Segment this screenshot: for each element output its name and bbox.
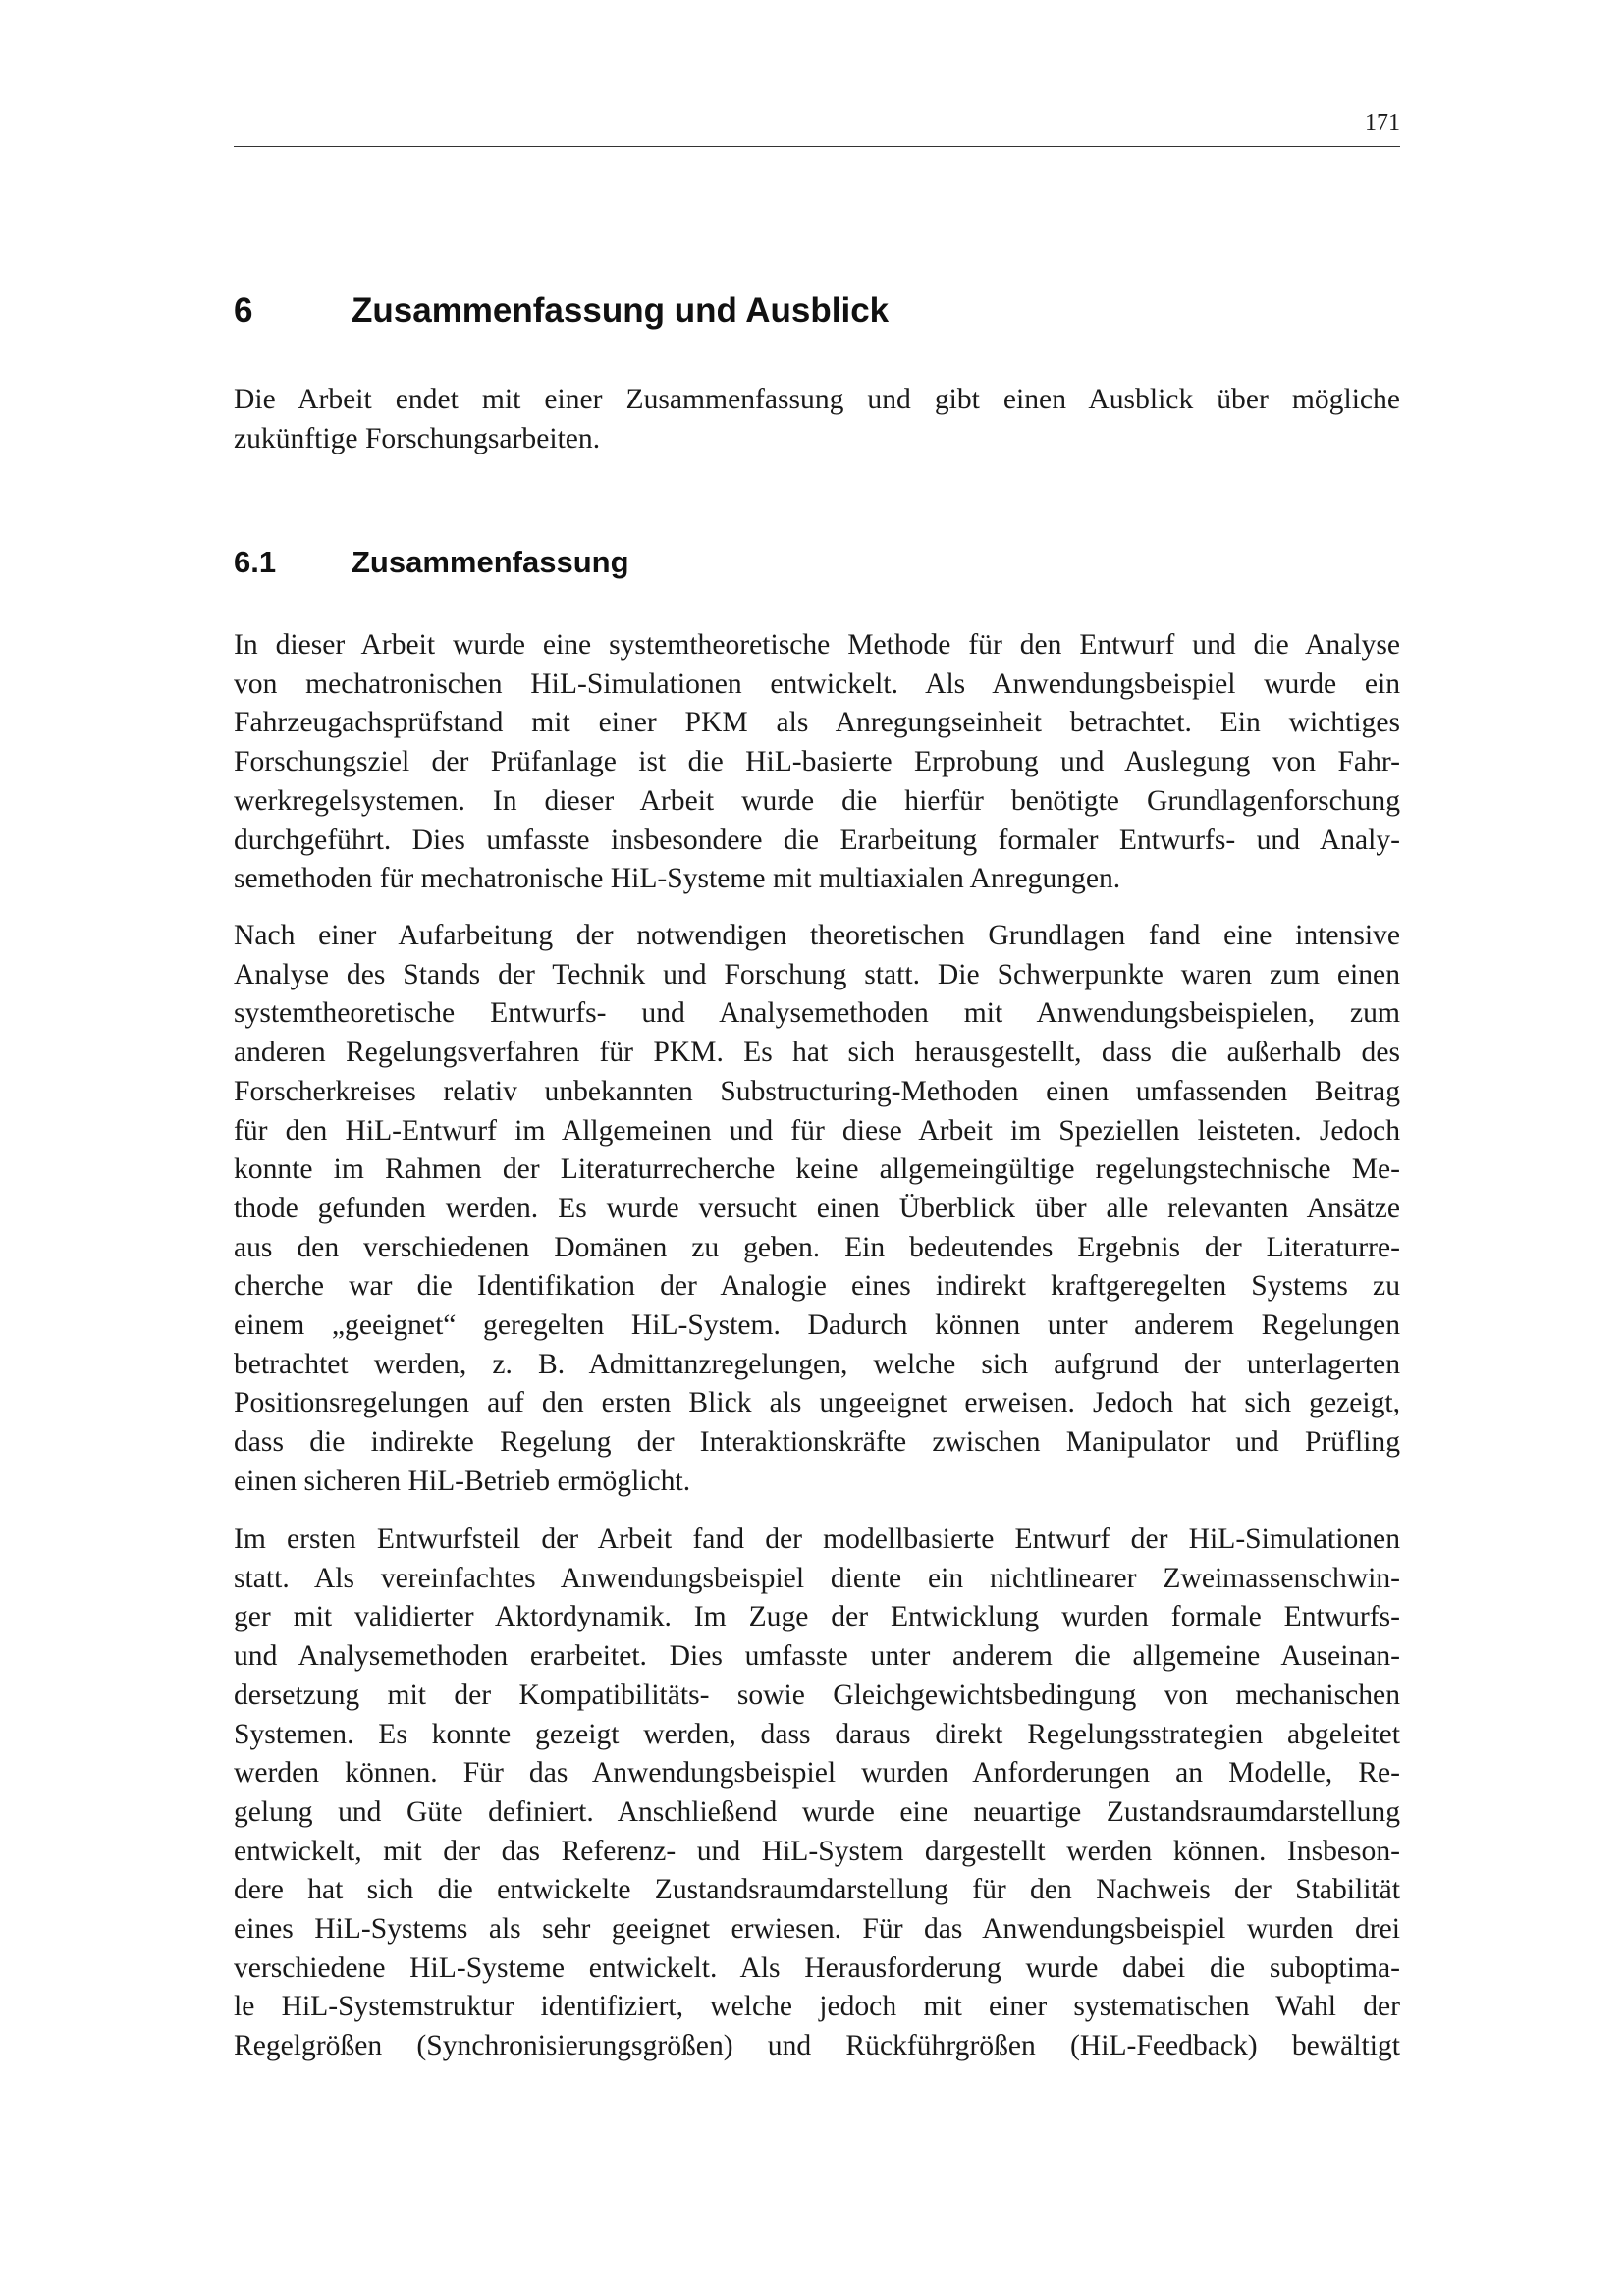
text-line: gelung und Güte definiert. Anschließend wurde eine neuartige Zustandsraumdarstellung — [234, 1795, 1400, 1828]
section-title: Zusammenfassung — [352, 545, 629, 579]
text-line: Regelgrößen (Synchronisierungsgrößen) und Rückführgrößen (HiL-Feedback) bewältigt — [234, 2030, 1400, 2062]
text-line: dass die indirekte Regelung der Interaktionskräfte zwischen Manipulator und Prüfling — [234, 1426, 1400, 1459]
text-line: für den HiL-Entwurf im Allgemeinen und für diese Arbeit im Speziellen leisteten. Jedoch — [234, 1114, 1400, 1147]
text-line: Forscherkreises relativ unbekannten Substructuring-Methoden einen umfassenden Beitrag — [234, 1075, 1400, 1107]
text-line: einem „geeignet“ geregelten HiL-System. Dadurch können unter anderem Regelungen — [234, 1309, 1400, 1342]
text-line: Im ersten Entwurfsteil der Arbeit fand der modellbasierte Entwurf der HiL-Simulationen — [234, 1523, 1400, 1555]
text-line: zukünftige Forschungsarbeiten. — [234, 422, 601, 454]
text-line: systemtheoretische Entwurfs- und Analysemethoden mit Anwendungsbeispielen, zum — [234, 997, 1400, 1030]
text-line: Die Arbeit endet mit einer Zusammenfassung und gibt einen Ausblick über mögliche — [234, 384, 1400, 415]
text-line: durchgeführt. Dies umfasste insbesondere die Erarbeitung formaler Entwurfs- und Analy- — [234, 824, 1400, 856]
text-line: Analyse des Stands der Technik und Forschung statt. Die Schwerpunkte waren zum einen — [234, 958, 1400, 990]
text-line: In dieser Arbeit wurde eine systemtheoretische Methode für den Entwurf und die Analyse — [234, 629, 1400, 661]
text-line: dere hat sich die entwickelte Zustandsraumdarstellung für den Nachweis der Stabilität — [234, 1874, 1400, 1906]
text-line: Forschungsziel der Prüfanlage ist die HiL-basierte Erprobung und Auslegung von Fahr- — [234, 746, 1400, 778]
chapter-intro-paragraph — [234, 381, 1400, 458]
section-number: 6.1 — [234, 545, 277, 579]
text-line: aus den verschiedenen Domänen zu geben. Ein bedeutendes Ergebnis der Literaturre- — [234, 1231, 1400, 1263]
text-line: Nach einer Aufarbeitung der notwendigen theoretischen Grundlagen fand eine intensive — [234, 920, 1400, 951]
text-line: konnte im Rahmen der Literaturrecherche keine allgemeingültige regelungstechnische Me- — [234, 1153, 1400, 1186]
text-line: und Analysemethoden erarbeitet. Dies umfasste unter anderem die allgemeine Auseinan- — [234, 1640, 1400, 1673]
text-line: Positionsregelungen auf den ersten Blick als ungeeignet erweisen. Jedoch hat sich gezeigt, — [234, 1387, 1400, 1419]
page-number: 171 — [1365, 110, 1400, 135]
text-line: Systemen. Es konnte gezeigt werden, dass daraus direkt Regelungsstrategien abgeleitet — [234, 1718, 1400, 1750]
text-line: statt. Als vereinfachtes Anwendungsbeispiel diente ein nichtlinearer Zweimassenschwin- — [234, 1562, 1400, 1594]
text-line: anderen Regelungsverfahren für PKM. Es hat sich herausgestellt, dass die außerhalb des — [234, 1037, 1400, 1069]
text-line: werden können. Für das Anwendungsbeispiel wurden Anforderungen an Modelle, Re- — [234, 1757, 1400, 1789]
text-line: cherche war die Identifikation der Analogie eines indirekt kraftgeregelten Systems zu — [234, 1270, 1400, 1303]
header-rule — [234, 146, 1400, 147]
body-paragraph-3 — [234, 1521, 1400, 2066]
section-heading — [234, 544, 629, 581]
text-line: einen sicheren HiL-Betrieb ermöglicht. — [234, 1465, 691, 1497]
body-paragraph-2 — [234, 917, 1400, 1502]
text-line: Fahrzeugachsprüfstand mit einer PKM als Anregungseinheit betrachtet. Ein wichtiges — [234, 707, 1400, 739]
text-line: semethoden für mechatronische HiL-Systeme mit multiaxialen Anregungen. — [234, 863, 1121, 895]
text-line: eines HiL-Systems als sehr geeignet erwiesen. Für das Anwendungsbeispiel wurden drei — [234, 1913, 1400, 1946]
text-line: verschiedene HiL-Systeme entwickelt. Als Herausforderung wurde dabei die suboptima- — [234, 1951, 1400, 1984]
text-line: thode gefunden werden. Es wurde versucht einen Überblick über alle relevanten Ansätze — [234, 1192, 1400, 1224]
text-line: von mechatronischen HiL-Simulationen entwickelt. Als Anwendungsbeispiel wurde ein — [234, 667, 1400, 700]
text-line: dersetzung mit der Kompatibilitäts- sowie Gleichgewichtsbedingung von mechanischen — [234, 1679, 1400, 1711]
text-line: werkregelsystemen. In dieser Arbeit wurde die hierfür benötigte Grundlagenforschung — [234, 784, 1400, 817]
chapter-title: Zusammenfassung und Ausblick — [352, 292, 890, 330]
text-line: entwickelt, mit der das Referenz- und HiL-System dargestellt werden können. Insbeson- — [234, 1835, 1400, 1867]
body-paragraph-1 — [234, 626, 1400, 899]
chapter-number: 6 — [234, 292, 253, 330]
chapter-heading — [234, 291, 890, 332]
text-line: ger mit validierter Aktordynamik. Im Zuge der Entwicklung wurden formale Entwurfs- — [234, 1601, 1400, 1633]
text-line: betrachtet werden, z. B. Admittanzregelungen, welche sich aufgrund der unterlagerten — [234, 1348, 1400, 1380]
text-line: le HiL-Systemstruktur identifiziert, welche jedoch mit einer systematischen Wahl der — [234, 1991, 1400, 2023]
